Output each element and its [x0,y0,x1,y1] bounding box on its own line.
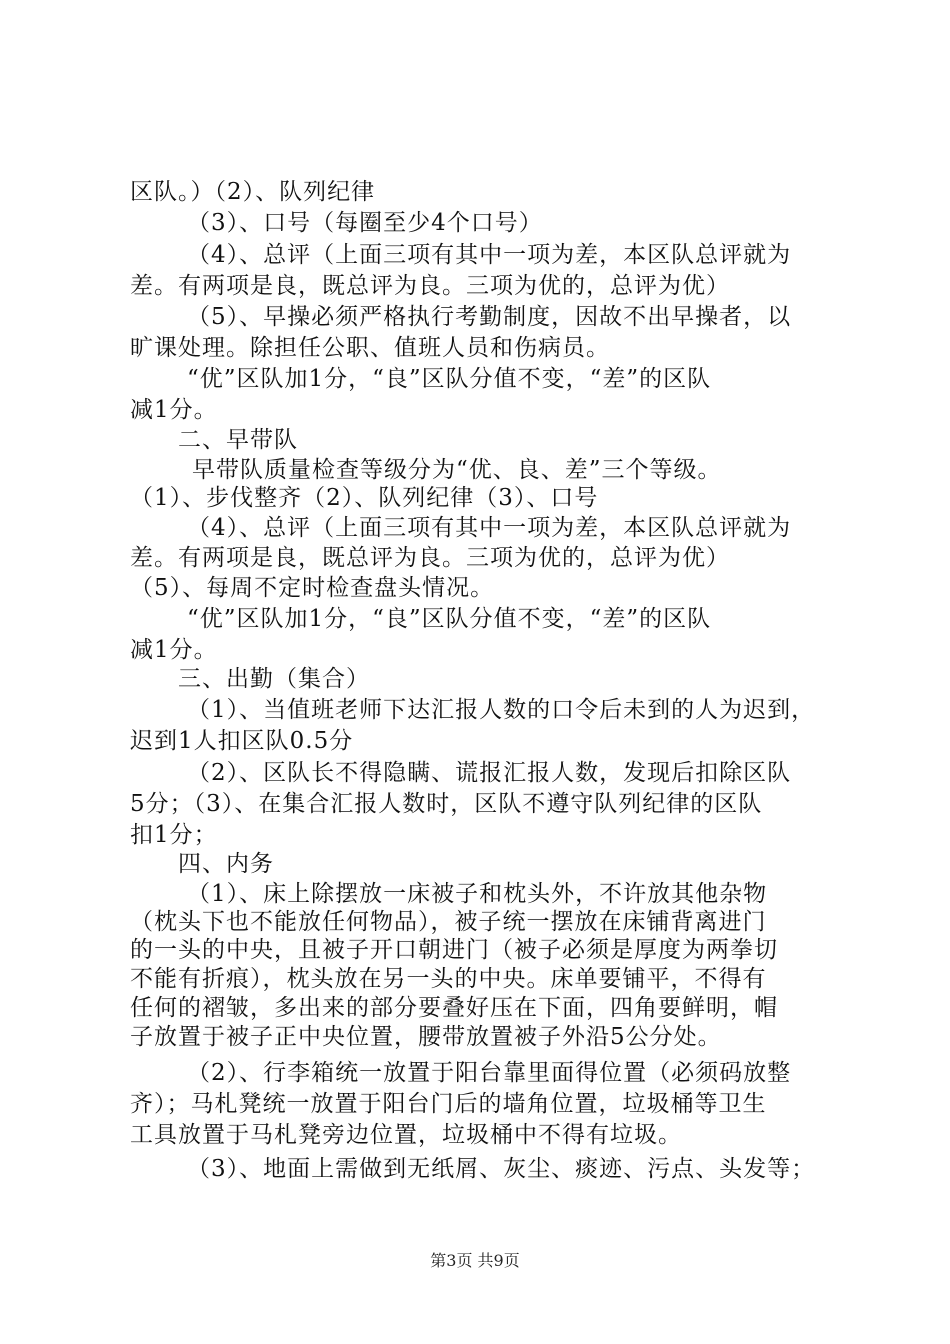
text-line: 差。有两项是良，既总评为良。三项为优的，总评为优） [130,545,730,571]
text-line: （4）、总评（上面三项有其中一项为差，本区队总评就为 [187,242,792,268]
text-line: （1）、床上除摆放一床被子和枕头外，不许放其他杂物 [187,881,768,907]
page-footer [0,1251,950,1271]
text-line: 齐）；马札凳统一放置于阳台门后的墙角位置，垃圾桶等卫生 [130,1091,767,1117]
text-line: （2）、区队长不得隐瞒、谎报汇报人数，发现后扣除区队 [187,760,792,786]
text-line: 的一头的中央，且被子开口朝进门（被子必须是厚度为两拳切 [130,937,778,963]
text-line: （枕头下也不能放任何物品），被子统一摆放在床铺背离进门 [130,909,767,935]
text-line: （4）、总评（上面三项有其中一项为差，本区队总评就为 [187,515,792,541]
section-heading: 三、出勤（集合） [178,666,370,692]
text-line: 旷课处理。除担任公职、值班人员和伤病员。 [130,335,610,361]
section-heading: 四、内务 [178,851,274,877]
text-line: 工具放置于马札凳旁边位置，垃圾桶中不得有垃圾。 [130,1122,682,1148]
text-line: （3）、口号（每圈至少4个口号） [187,210,543,236]
text-line: 减1分。 [130,397,218,423]
text-line: 减1分。 [130,637,218,663]
text-line: （5）、早操必须严格执行考勤制度，因故不出早操者，以 [187,304,792,330]
page-number-label: 第3页 共9页 [430,1251,520,1270]
text-line: （2）、行李箱统一放置于阳台靠里面得位置（必须码放整 [187,1060,792,1086]
text-line: “优”区队加1分，“良”区队分值不变，“差”的区队 [187,366,712,392]
text-line: 区队。）（2）、队列纪律 [130,179,376,205]
text-line: 扣1分； [130,822,218,848]
text-line: （3）、地面上需做到无纸屑、灰尘、痰迹、污点、头发等； [187,1156,816,1182]
text-line: “优”区队加1分，“良”区队分值不变，“差”的区队 [187,606,712,632]
text-line: 任何的褶皱，多出来的部分要叠好压在下面，四角要鲜明，帽 [130,995,778,1021]
text-line: 子放置于被子正中央位置，腰带放置被子外沿5公分处。 [130,1024,722,1050]
text-line: （5）、每周不定时检查盘头情况。 [130,575,495,601]
text-line: 迟到1人扣区队0.5分 [130,728,354,754]
section-heading: 二、早带队 [178,427,298,453]
text-line: 不能有折痕），枕头放在另一头的中央。床单要铺平，不得有 [130,966,767,992]
text-line: （1）、当值班老师下达汇报人数的口令后未到的人为迟到， [187,697,816,723]
text-line: （1）、步伐整齐（2）、队列纪律（3）、口号 [130,485,599,511]
text-line: 早带队质量检查等级分为“优、良、差”三个等级。 [192,457,722,483]
text-line: 差。有两项是良，既总评为良。三项为优的，总评为优） [130,273,730,299]
text-line: 5分；（3）、在集合汇报人数时，区队不遵守队列纪律的区队 [130,791,763,817]
